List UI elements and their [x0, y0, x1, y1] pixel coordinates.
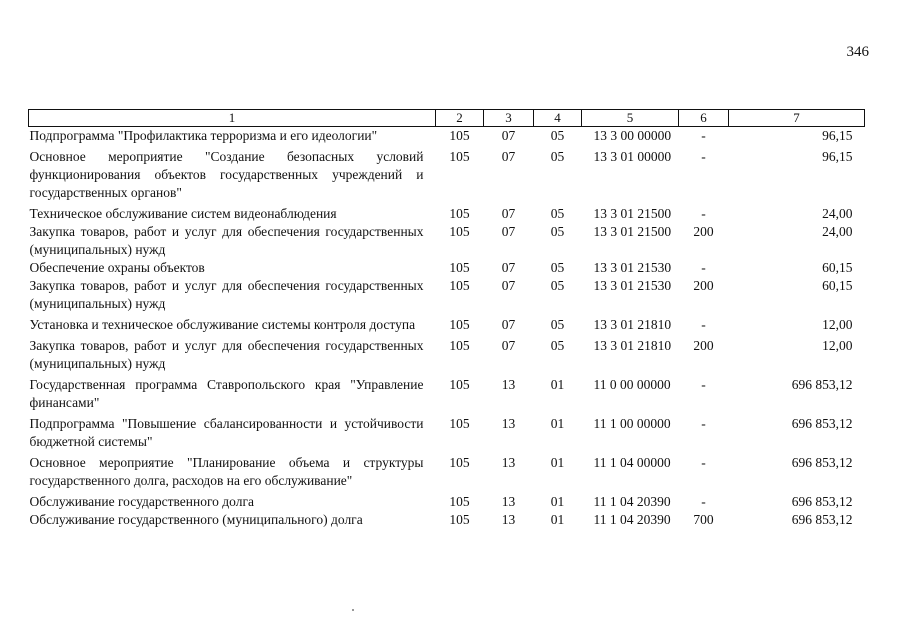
- row-expense-type: 700: [693, 512, 714, 527]
- row-name: Подпрограмма "Профилактика терроризма и его идеологии": [29, 128, 378, 143]
- row-amount: 24,00: [822, 224, 853, 239]
- header-row: [29, 110, 865, 127]
- row-expense-type: -: [701, 206, 706, 221]
- row-target-code: 13 3 01 21810: [593, 317, 672, 332]
- row-name: Основное мероприятие "Планирование объема и структуры государственного долга, расходов на его обслуживание": [29, 455, 424, 488]
- row-subsection: 05: [550, 278, 565, 293]
- table-row: [29, 451, 865, 490]
- row-name: Закупка товаров, работ и услуг для обеспечения государственных (муниципальных) нужд: [29, 278, 424, 311]
- row-ministry: 105: [449, 455, 470, 470]
- budget-table: [28, 109, 865, 529]
- row-section: 13: [501, 455, 516, 470]
- row-name: Закупка товаров, работ и услуг для обеспечения государственных (муниципальных) нужд: [29, 224, 424, 257]
- row-name: Обслуживание государственного (муниципального) долга: [29, 512, 363, 527]
- row-ministry: 105: [449, 260, 470, 275]
- row-amount: 696 853,12: [791, 512, 853, 527]
- row-section: 07: [501, 260, 516, 275]
- row-subsection: 01: [550, 377, 565, 392]
- row-ministry: 105: [449, 494, 470, 509]
- row-section: 07: [501, 224, 516, 239]
- row-subsection: 05: [550, 224, 565, 239]
- row-subsection: 05: [550, 317, 565, 332]
- row-ministry: 105: [449, 512, 470, 527]
- row-subsection: 05: [550, 128, 565, 143]
- row-target-code: 13 3 01 21530: [593, 260, 672, 275]
- row-expense-type: 200: [693, 278, 714, 293]
- row-amount: 696 853,12: [791, 455, 853, 470]
- row-expense-type: 200: [693, 224, 714, 239]
- row-target-code: 13 3 01 21500: [593, 206, 672, 221]
- row-amount: 24,00: [822, 206, 853, 221]
- row-name: Государственная программа Ставропольского края "Управление финансами": [29, 377, 424, 410]
- table-row: [29, 223, 865, 259]
- row-amount: 696 853,12: [791, 494, 853, 509]
- row-ministry: 105: [449, 317, 470, 332]
- row-section: 13: [501, 416, 516, 431]
- row-section: 07: [501, 206, 516, 221]
- header-col-3: 3: [484, 110, 534, 127]
- row-amount: 96,15: [822, 128, 853, 143]
- row-amount: 96,15: [822, 149, 853, 164]
- table-row: [29, 202, 865, 223]
- row-expense-type: -: [701, 128, 706, 143]
- table-row: [29, 259, 865, 277]
- row-subsection: 01: [550, 455, 565, 470]
- row-amount: 60,15: [822, 260, 853, 275]
- row-subsection: 05: [550, 260, 565, 275]
- row-target-code: 11 1 04 20390: [593, 494, 671, 509]
- row-target-code: 13 3 01 21500: [593, 224, 672, 239]
- table-row: [29, 373, 865, 412]
- header-col-2: 2: [436, 110, 484, 127]
- table-row: [29, 490, 865, 511]
- row-target-code: 11 1 04 20390: [593, 512, 671, 527]
- row-section: 07: [501, 128, 516, 143]
- table-row: [29, 511, 865, 529]
- table-row: [29, 334, 865, 373]
- row-target-code: 11 0 00 00000: [593, 377, 671, 392]
- table-row: [29, 277, 865, 313]
- row-expense-type: -: [701, 494, 706, 509]
- row-target-code: 13 3 00 00000: [593, 128, 672, 143]
- row-expense-type: -: [701, 260, 706, 275]
- row-name: Обеспечение охраны объектов: [29, 260, 205, 275]
- row-expense-type: -: [701, 416, 706, 431]
- row-section: 07: [501, 149, 516, 164]
- row-amount: 696 853,12: [791, 416, 853, 431]
- row-amount: 60,15: [822, 278, 853, 293]
- table-row: [29, 127, 865, 146]
- row-section: 07: [501, 338, 516, 353]
- table-row: [29, 412, 865, 451]
- row-section: 07: [501, 317, 516, 332]
- page-number: 346: [846, 44, 869, 60]
- row-target-code: 13 3 01 00000: [593, 149, 672, 164]
- row-target-code: 11 1 04 00000: [593, 455, 671, 470]
- row-name: Установка и техническое обслуживание системы контроля доступа: [29, 317, 416, 332]
- row-name: Подпрограмма "Повышение сбалансированности и устойчивости бюджетной системы": [29, 416, 424, 449]
- header-col-5: 5: [582, 110, 679, 127]
- header-col-1: 1: [29, 110, 436, 127]
- row-subsection: 01: [550, 416, 565, 431]
- row-ministry: 105: [449, 206, 470, 221]
- row-target-code: 13 3 01 21810: [593, 338, 672, 353]
- row-expense-type: 200: [693, 338, 714, 353]
- row-section: 13: [501, 377, 516, 392]
- row-amount: 696 853,12: [791, 377, 853, 392]
- row-ministry: 105: [449, 377, 470, 392]
- table-row: [29, 313, 865, 334]
- scan-speck: [352, 609, 354, 611]
- row-ministry: 105: [449, 128, 470, 143]
- row-amount: 12,00: [822, 338, 853, 353]
- row-subsection: 01: [550, 494, 565, 509]
- row-target-code: 13 3 01 21530: [593, 278, 672, 293]
- header-col-7: 7: [729, 110, 865, 127]
- header-col-4: 4: [534, 110, 582, 127]
- row-subsection: 05: [550, 206, 565, 221]
- row-expense-type: -: [701, 377, 706, 392]
- row-section: 13: [501, 512, 516, 527]
- row-ministry: 105: [449, 416, 470, 431]
- row-subsection: 05: [550, 338, 565, 353]
- row-name: Основное мероприятие "Создание безопасных условий функционирования объектов государственных учреждений и государственных органов": [29, 149, 424, 200]
- row-expense-type: -: [701, 455, 706, 470]
- table-row: [29, 145, 865, 202]
- row-amount: 12,00: [822, 317, 853, 332]
- header-col-6: 6: [679, 110, 729, 127]
- row-ministry: 105: [449, 224, 470, 239]
- row-section: 13: [501, 494, 516, 509]
- row-ministry: 105: [449, 278, 470, 293]
- row-expense-type: -: [701, 317, 706, 332]
- row-ministry: 105: [449, 338, 470, 353]
- row-name: Закупка товаров, работ и услуг для обеспечения государственных (муниципальных) нужд: [29, 338, 424, 371]
- row-subsection: 05: [550, 149, 565, 164]
- row-ministry: 105: [449, 149, 470, 164]
- row-name: Обслуживание государственного долга: [29, 494, 254, 509]
- row-name: Техническое обслуживание систем видеонаблюдения: [29, 206, 337, 221]
- row-expense-type: -: [701, 149, 706, 164]
- row-target-code: 11 1 00 00000: [593, 416, 671, 431]
- row-section: 07: [501, 278, 516, 293]
- row-subsection: 01: [550, 512, 565, 527]
